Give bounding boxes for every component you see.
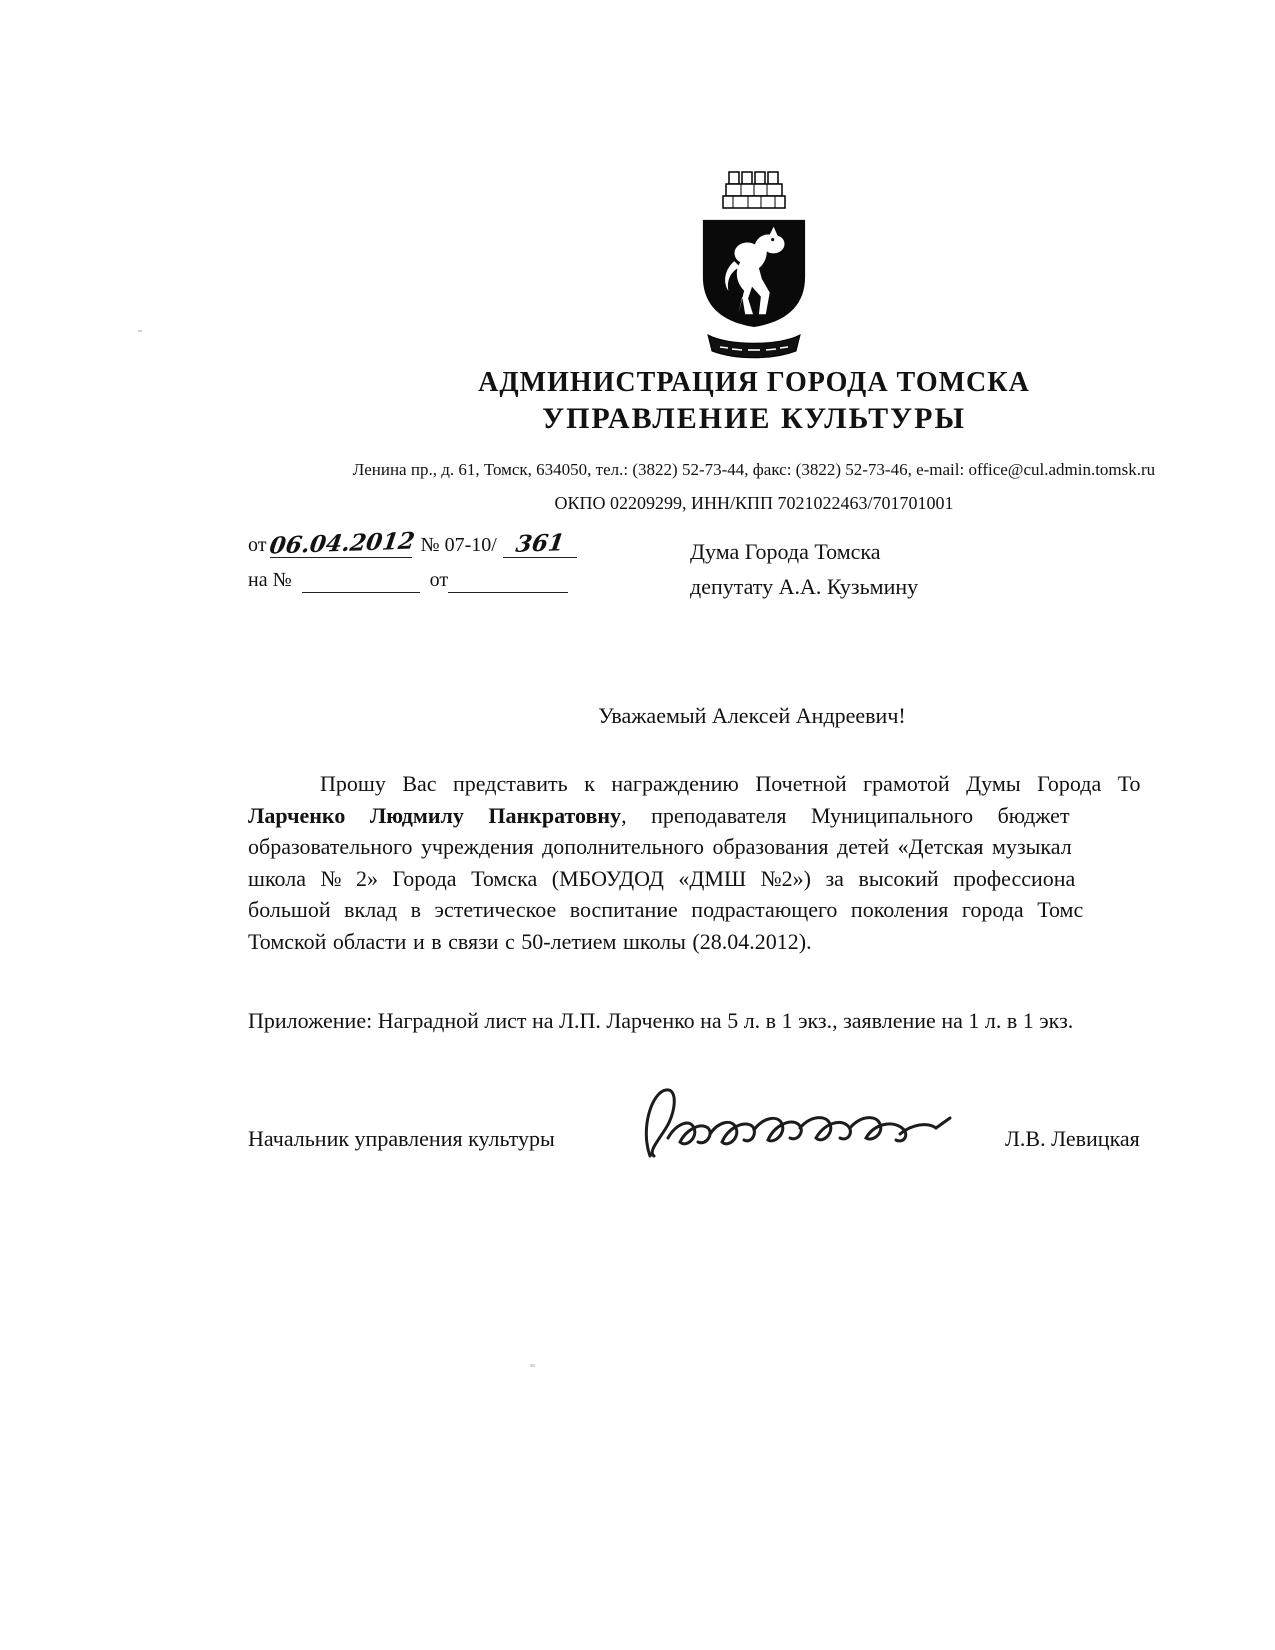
scan-speck	[138, 330, 142, 332]
attachment-line: Приложение: Наградной лист на Л.П. Ларченко на 5 л. в 1 экз., заявление на 1 л. в 1 экз.	[248, 1008, 1074, 1033]
body-line: школа № 2» Города Томска (МБОУДОД «ДМШ №2») за высокий профессиона	[248, 865, 1076, 891]
outgoing-number-label: № 07-10/	[420, 534, 497, 556]
incoming-number-label: на №	[248, 569, 292, 591]
organization-name: АДМИНИСТРАЦИЯ ГОРОДА ТОМСКА	[478, 367, 1030, 398]
from-label: от	[248, 534, 267, 556]
handwritten-number-field	[503, 529, 577, 558]
department-name: УПРАВЛЕНИЕ КУЛЬТУРЫ	[542, 402, 966, 435]
incoming-date-blank	[448, 571, 568, 593]
body-line: большой вклад в эстетическое воспитание подрастающего поколения города Томс	[248, 897, 1084, 922]
awardee-name: Ларченко Людмилу Панкратовну	[248, 802, 622, 828]
handwritten-signature-icon	[628, 1076, 958, 1171]
salutation: Уважаемый Алексей Андреевич!	[598, 703, 906, 728]
body-line: Томской области и в связи с 50-летием школы (28.04.2012).	[248, 928, 812, 954]
body-line: Прошу Вас представить к награждению Почетной грамотой Думы Города То	[320, 771, 1141, 796]
body-line: образовательного учреждения дополнительного образования детей «Детская музыкал	[248, 834, 1072, 859]
body-line-rest: , преподавателя Муниципального бюджет	[621, 802, 1070, 828]
handwritten-date: 06.04.2012	[268, 527, 417, 560]
registration-codes: ОКПО 02209299, ИНН/КПП 7021022463/701701001	[554, 493, 954, 513]
signer-position-title: Начальник управления культуры	[248, 1126, 555, 1151]
tomsk-coat-of-arms-icon	[204, 170, 1275, 362]
letter-body	[248, 768, 1224, 957]
reference-row-incoming	[248, 567, 608, 593]
recipient-person: депутату А.А. Кузьмину	[690, 574, 919, 599]
contact-line: Ленина пр., д. 61, Томск, 634050, тел.: (3822) 52-73-44, факс: (3822) 52-73-46, e-mail: office@cul.admin.tomsk.ru	[352, 460, 1156, 479]
incoming-date-label: от	[429, 569, 449, 591]
mural-crown-icon	[721, 170, 787, 214]
incoming-number-blank	[302, 571, 420, 593]
recipient-organization: Дума Города Томска	[690, 539, 881, 564]
motto-ribbon-icon	[704, 332, 804, 362]
handwritten-date-field	[268, 527, 417, 560]
reference-block	[248, 527, 608, 593]
reference-row-outgoing	[248, 527, 608, 560]
letterhead	[204, 170, 1275, 514]
body-line	[248, 800, 1224, 832]
scan-speck	[530, 1364, 535, 1367]
signer-name: Л.В. Левицкая	[1005, 1126, 1140, 1151]
handwritten-number: 361	[513, 529, 566, 558]
recipient-block	[690, 534, 918, 604]
shield-horse-icon	[698, 216, 810, 330]
